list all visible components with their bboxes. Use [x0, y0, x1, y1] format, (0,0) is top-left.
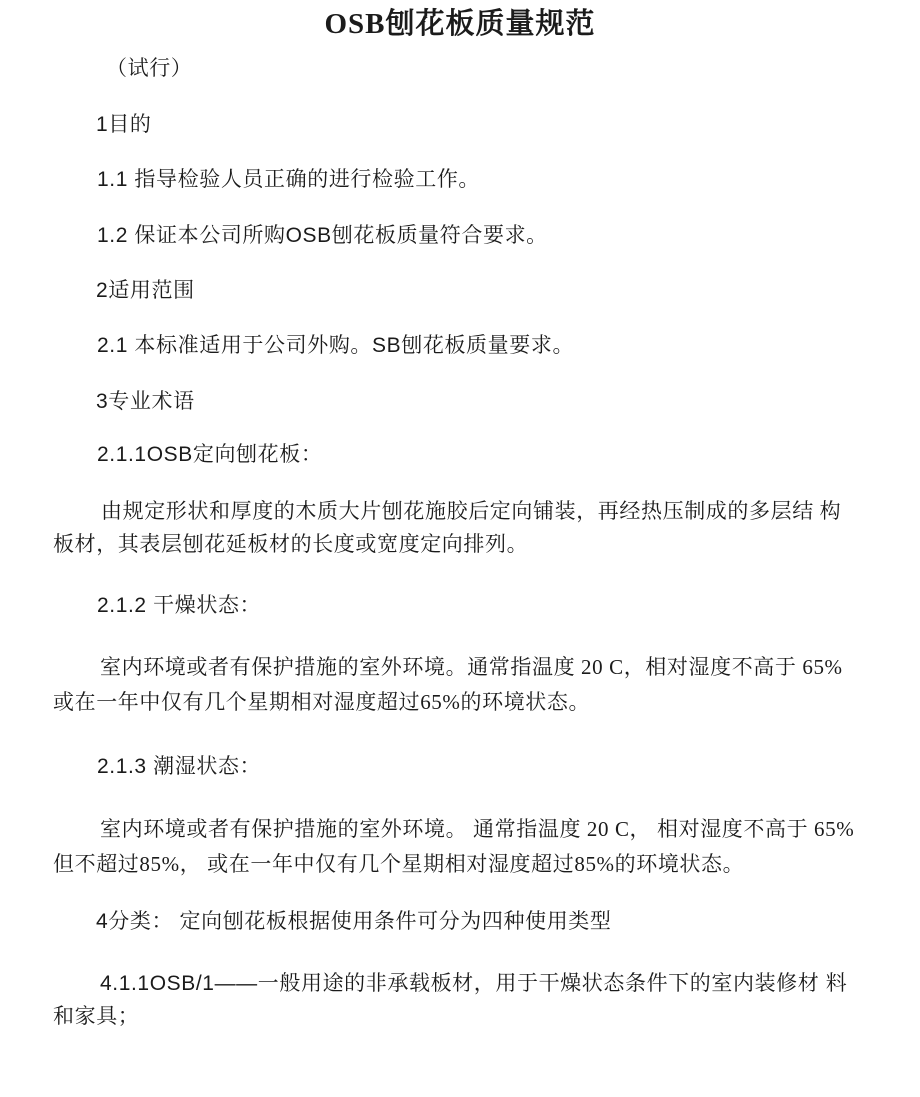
clause-2-1: 2.1 本标准适用于公司外购。SB刨花板质量要求。	[97, 334, 575, 357]
clause-4-1-1-line-1: 4.1.1OSB/1——一般用途的非承载板材，用于干燥状态条件下的室内装修材 料	[100, 972, 848, 995]
document-title: OSB刨花板质量规范	[324, 8, 596, 40]
clause-4-1-1-line-2: 和家具；	[53, 1005, 140, 1028]
heading-4-classification: 4分类： 定向刨花板根据使用条件可分为四种使用类型	[96, 910, 612, 933]
clause-1-2: 1.2 保证本公司所购OSB刨花板质量符合要求。	[97, 224, 548, 247]
para-dry-state-line-2: 或在一年中仅有几个星期相对湿度超过65%的环境状态。	[53, 690, 591, 714]
heading-1-objective: 1目的	[96, 113, 152, 136]
para-osb-definition-line-1: 由规定形状和厚度的木质大片刨花施胶后定向铺装，再经热压制成的多层结 构	[101, 499, 842, 523]
clause-2-1-2-heading: 2.1.2 干燥状态：	[97, 594, 262, 617]
para-humid-state-line-2: 但不超过85%， 或在一年中仅有几个星期相对湿度超过85%的环境状态。	[53, 852, 745, 876]
subtitle-trial: （试行）	[106, 56, 193, 80]
clause-2-1-1-heading: 2.1.1OSB定向刨花板：	[97, 443, 323, 466]
clause-1-1: 1.1 指导检验人员正确的进行检验工作。	[97, 168, 481, 191]
para-humid-state-line-1: 室内环境或者有保护措施的室外环境。 通常指温度 20 C， 相对湿度不高于 65%	[100, 817, 855, 841]
para-osb-definition-line-2: 板材，其表层刨花延板材的长度或宽度定向排列。	[53, 532, 529, 556]
clause-2-1-3-heading: 2.1.3 潮湿状态：	[97, 755, 262, 778]
heading-3-terminology: 3专业术语	[96, 390, 195, 413]
heading-2-scope: 2适用范围	[96, 279, 195, 302]
para-dry-state-line-1: 室内环境或者有保护措施的室外环境。通常指温度 20 C，相对湿度不高于 65%	[100, 655, 843, 679]
